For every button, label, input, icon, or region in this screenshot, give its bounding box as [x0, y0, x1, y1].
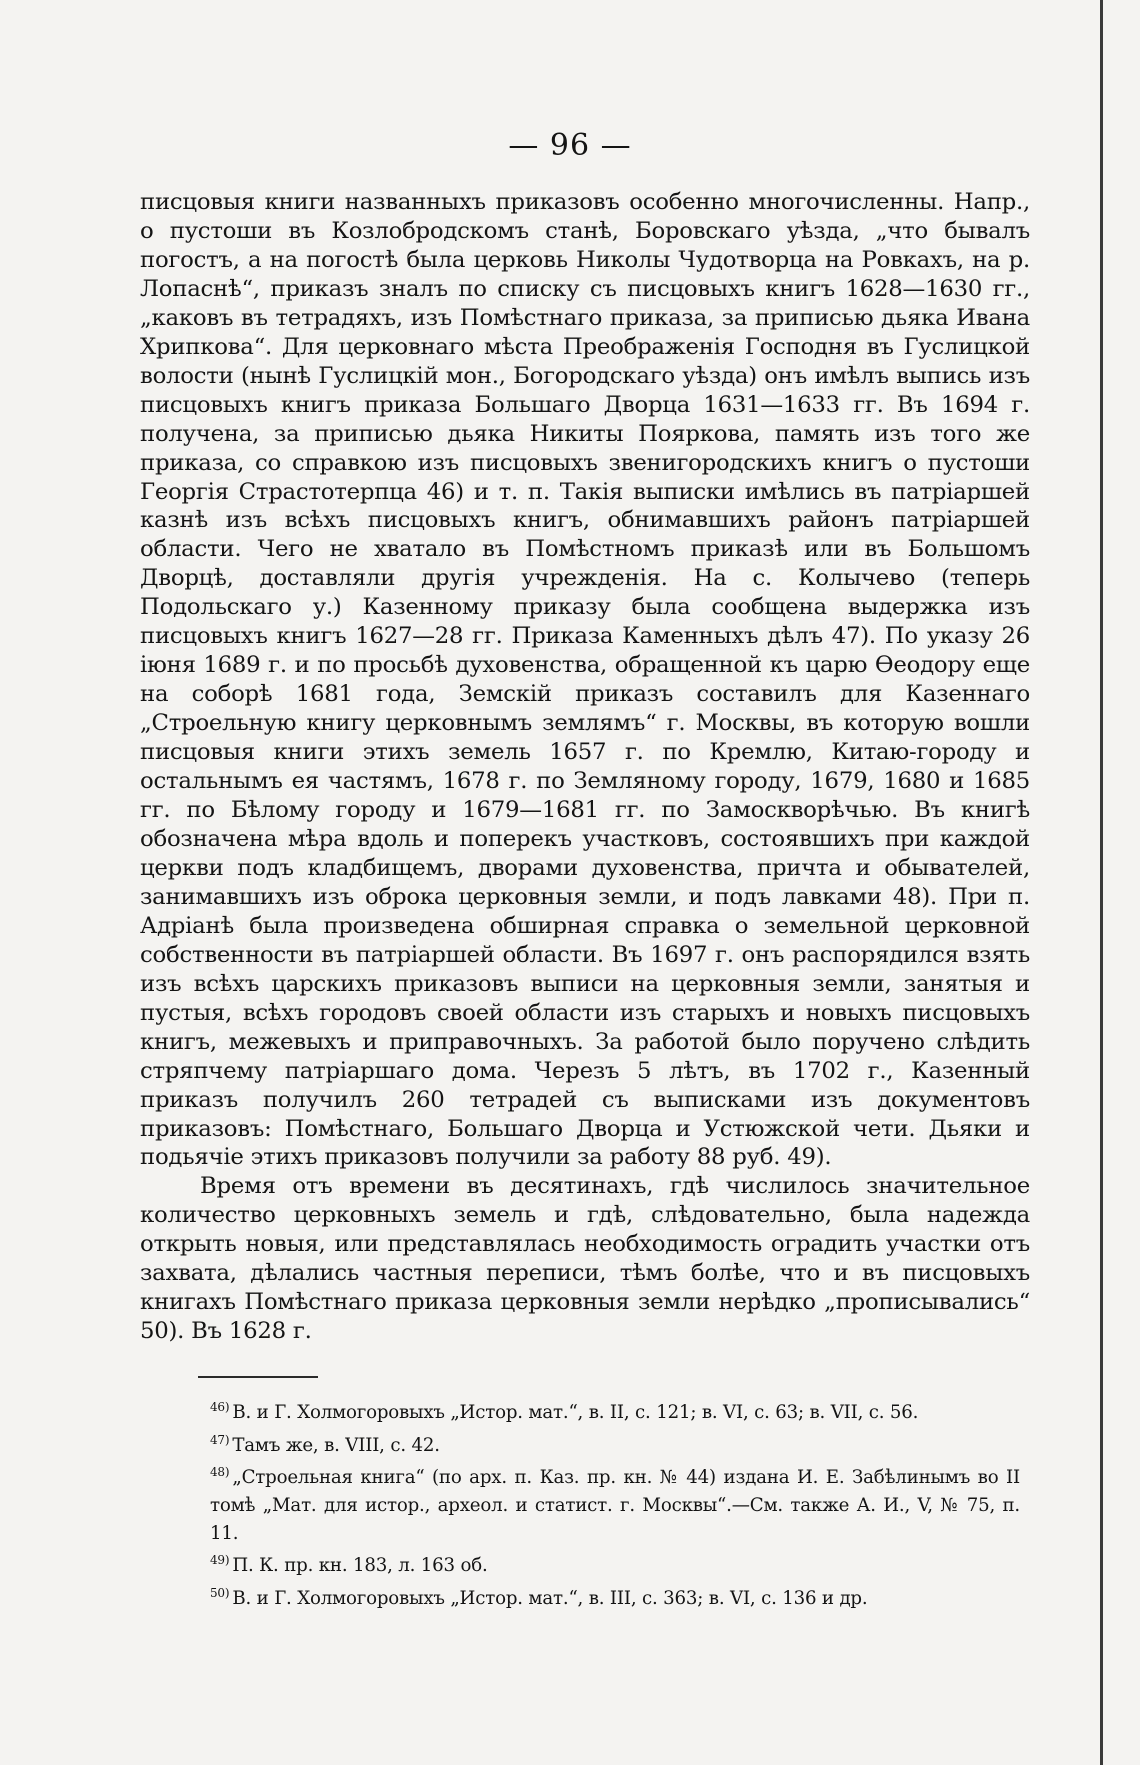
- footnote-48: [160, 1459, 1020, 1547]
- paragraph-1: писцовыя книги названныхъ приказовъ особенно многочисленны. Напр., о пустоши въ Козлобродскомъ станѣ, Боровскаго уѣзда, „что бывалъ погостъ, а на погостѣ была церковь Николы Чудотворца на Ровкахъ, на р. Лопаснѣ“, приказъ зналъ по списку съ писцовыхъ книгъ 1628—1630 гг., „каковъ въ тетрадяхъ, изъ Помѣстнаго приказа, за приписью дьяка Ивана Хрипкова“. Для церковнаго мѣста Преображенія Господня въ Гуслицкой волости (нынѣ Гуслицкій мон., Богородскаго уѣзда) онъ имѣлъ выпись изъ писцовыхъ книгъ приказа Большаго Дворца 1631—1633 гг. Въ 1694 г. получена, за приписью дьяка Никиты Пояркова, память изъ того же приказа, со справкою изъ писцовыхъ звенигородскихъ книгъ о пустоши Георгія Страстотерпца 46) и т. п. Такія выписки имѣлись въ патріаршей казнѣ изъ всѣхъ писцовыхъ книгъ, обнимавшихъ районъ патріаршей области. Чего не хватало въ Помѣстномъ приказѣ или въ Большомъ Дворцѣ, доставляли другія учрежденія. На с. Колычево (теперь Подольскаго у.) Казенному приказу была сообщена выдержка изъ писцовыхъ книгъ 1627—28 гг. Приказа Каменныхъ дѣлъ 47). По указу 26 іюня 1689 г. и по просьбѣ духовенства, обращенной къ царю Ѳеодору еще на соборѣ 1681 года, Земскій приказъ составилъ для Казеннаго „Строельную книгу церковнымъ землямъ“ г. Москвы, въ которую вошли писцовыя книги этихъ земель 1657 г. по Кремлю, Китаю-городу и остальнымъ ея частямъ, 1678 г. по Земляному городу, 1679, 1680 и 1685 гг. по Бѣлому городу и 1679—1681 гг. по Замоскворѣчью. Въ книгѣ обозначена мѣра вдоль и поперекъ участковъ, состоявшихъ при каждой церкви подъ кладбищемъ, дворами духовенства, причта и обывателей, занимавшихъ изъ оброка церковныя земли, и подъ лавками 48). При п. Адріанѣ была произведена обширная справка о земельной церковной собственности въ патріаршей области. Въ 1697 г. онъ распорядился взять изъ всѣхъ царскихъ приказовъ выписи на церковныя земли, занятыя и пустыя, всѣхъ городовъ своей области изъ старыхъ и новыхъ писцовыхъ книгъ, межевыхъ и приправочныхъ. За работой было поручено слѣдить стряпчему патріаршаго дома. Черезъ 5 лѣтъ, въ 1702 г., Казенный приказъ получилъ 260 тетрадей съ выписками изъ документовъ приказовъ: Помѣстнаго, Большаго Дворца и Устюжской чети. Дьяки и подьячіе этихъ приказовъ получили за работу 88 руб. 49).: [140, 189, 1030, 1171]
- page-number: — 96 —: [508, 128, 632, 163]
- page-edge-rule: [1100, 0, 1103, 1765]
- body-text: [140, 188, 1030, 1346]
- footnote-separator: [198, 1376, 318, 1378]
- footnote-number: 49): [210, 1553, 230, 1568]
- footnote-47: [160, 1427, 1020, 1460]
- footnote-text: В. и Г. Холмогоровыхъ „Истор. мат.“, в. II, с. 121; в. VI, с. 63; в. VII, с. 56.: [232, 1402, 919, 1424]
- footnote-number: 48): [210, 1465, 230, 1480]
- paragraph-2: Время отъ времени въ десятинахъ, гдѣ числилось значительное количество церковныхъ земель и гдѣ, слѣдовательно, была надежда открыть новыя, или представлялась необходимость оградить участки отъ захвата, дѣлались частныя переписи, тѣмъ болѣе, что и въ писцовыхъ книгахъ Помѣстнаго приказа церковныя земли нерѣдко „прописывались“ 50). Въ 1628 г.: [140, 1173, 1030, 1345]
- footnote-number: 46): [210, 1400, 230, 1414]
- footnote-49: [160, 1547, 1020, 1580]
- footnote-text: П. К. пр. кн. 183, л. 163 об.: [232, 1555, 488, 1577]
- footnote-46: [160, 1394, 1020, 1427]
- footnote-text: В. и Г. Холмогоровыхъ „Истор. мат.“, в. III, с. 363; в. VI, с. 136 и др.: [232, 1587, 868, 1609]
- footnote-50: [160, 1580, 1020, 1613]
- footnote-number: 50): [210, 1585, 230, 1600]
- footnotes-list: [160, 1394, 1020, 1612]
- footnote-text: Тамъ же, в. VIII, с. 42.: [232, 1434, 440, 1456]
- footnote-number: 47): [210, 1432, 230, 1447]
- footnote-text: „Строельная книга“ (по арх. п. Каз. пр. кн. № 44) издана И. Е. Забѣлинымъ во II томѣ „Мат. для истор., археол. и статист. г. Москвы“.—См. также А. И., V, № 75, п. 11.: [210, 1467, 1020, 1544]
